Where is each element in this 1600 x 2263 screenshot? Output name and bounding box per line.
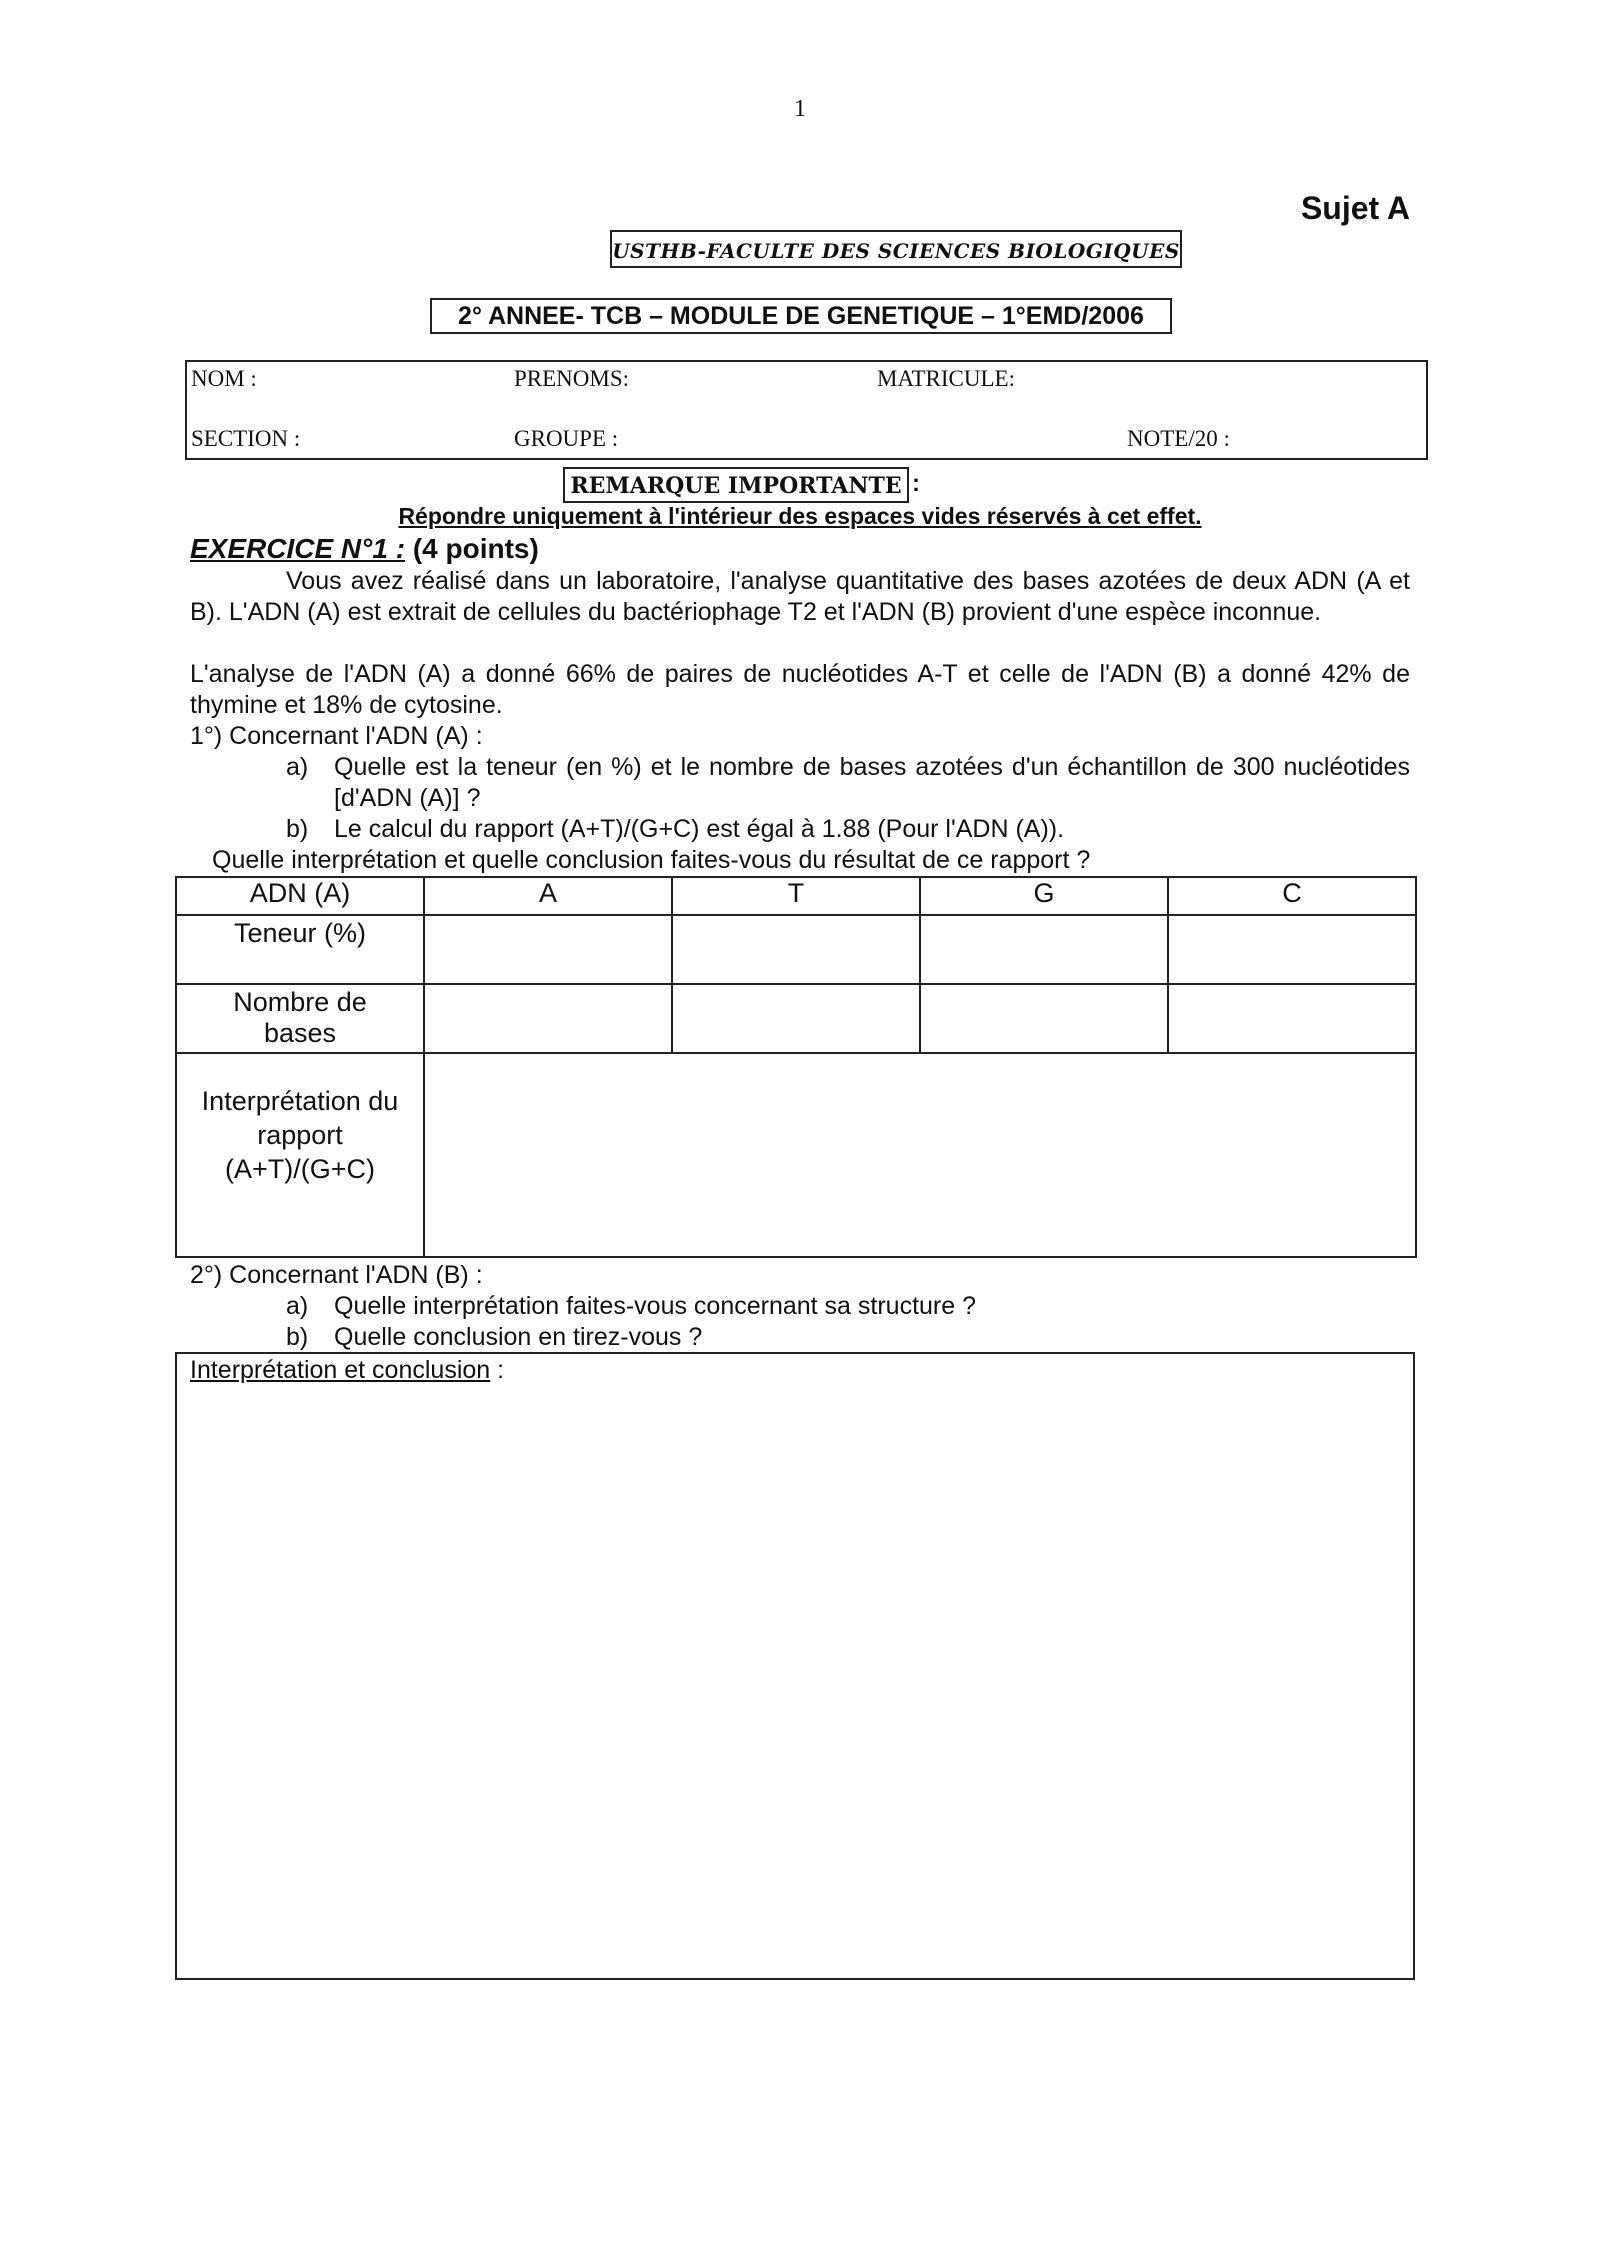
table-header-cell: A	[424, 877, 672, 915]
part2-b-text: Quelle conclusion en tirez-vous ?	[334, 1323, 703, 1351]
part2-a-label: a)	[286, 1292, 309, 1320]
row-label-interpretation-line: Interprétation du	[201, 1086, 399, 1116]
remark-colon: :	[912, 470, 920, 497]
answer-cell[interactable]	[920, 915, 1168, 984]
table-header-cell: ADN (A)	[176, 877, 424, 915]
student-info-box	[185, 360, 1428, 460]
exercise-title	[190, 533, 539, 565]
answer-label	[190, 1356, 504, 1385]
part2-a-text: Quelle interprétation faites-vous concernant sa structure ?	[334, 1292, 977, 1320]
answer-cell[interactable]	[672, 984, 920, 1053]
answer-cell[interactable]	[424, 915, 672, 984]
row-label-interpretation	[176, 1053, 424, 1257]
prenoms-field: PRENOMS:	[514, 366, 630, 391]
answer-box[interactable]	[175, 1352, 1415, 1980]
dna-a-table	[175, 876, 1417, 1258]
exercise-analysis: L'analyse de l'ADN (A) a donné 66% de paires de nucléotides A-T et celle de l'ADN (B) a donné 42% de thymine et 18% de cytosine.	[190, 660, 1410, 719]
subject-label: Sujet A	[1300, 190, 1410, 226]
part2-heading: 2°) Concernant l'ADN (B) :	[190, 1261, 483, 1289]
answer-cell[interactable]	[1168, 915, 1416, 984]
matricule-field: MATRICULE:	[877, 366, 1015, 391]
remark-text: Répondre uniquement à l'intérieur des espaces vides réservés à cet effet.	[398, 503, 1202, 529]
page-number: 1	[794, 96, 806, 122]
row-label-teneur: Teneur (%)	[176, 915, 424, 984]
remark-title: REMARQUE IMPORTANTE	[563, 467, 909, 503]
table-header-cell: C	[1168, 877, 1416, 915]
interpretation-answer-cell[interactable]	[424, 1053, 1416, 1257]
exercise-points: (4 points)	[412, 533, 539, 564]
exercise-intro: Vous avez réalisé dans un laboratoire, l'analyse quantitative des bases azotées de deux ADN (A et B). L'ADN (A) est extrait de cellules du bactériophage T2 et l'ADN (B) provient d'une espèce inconnue.	[190, 567, 1410, 626]
note-field: NOTE/20 :	[1127, 426, 1230, 451]
groupe-field: GROUPE :	[514, 426, 619, 451]
row-label-interpretation-line: (A+T)/(G+C)	[224, 1154, 375, 1184]
part2-b-label: b)	[286, 1323, 309, 1351]
exercise-title-label: EXERCICE N°1 :	[190, 533, 406, 564]
exam-title: 2° ANNEE- TCB – MODULE DE GENETIQUE – 1°EMD/2006	[430, 298, 1172, 334]
part1-a-text: Quelle est la teneur (en %) et le nombre de bases azotées d'un échantillon de 300 nucléotides [d'ADN (A)] ?	[334, 753, 1410, 812]
nom-field: NOM :	[191, 366, 257, 391]
row-label-nombre: Nombre de bases	[176, 984, 424, 1053]
answer-cell[interactable]	[424, 984, 672, 1053]
answer-label-colon: :	[490, 1356, 505, 1384]
part1-b-text: Le calcul du rapport (A+T)/(G+C) est égal à 1.88 (Pour l'ADN (A)).	[334, 815, 1065, 843]
answer-cell[interactable]	[1168, 984, 1416, 1053]
part1-a-label: a)	[286, 753, 309, 781]
part1-b-label: b)	[286, 815, 309, 843]
row-label-interpretation-line: rapport	[257, 1120, 343, 1150]
part1-heading: 1°) Concernant l'ADN (A) :	[190, 722, 483, 750]
table-header-cell: G	[920, 877, 1168, 915]
institution-title: USTHB-FACULTE DES SCIENCES BIOLOGIQUES	[610, 230, 1182, 268]
answer-label-text: Interprétation et conclusion	[190, 1356, 491, 1384]
answer-cell[interactable]	[672, 915, 920, 984]
part1-followup: Quelle interprétation et quelle conclusion faites-vous du résultat de ce rapport ?	[212, 846, 1091, 874]
table-header-cell: T	[672, 877, 920, 915]
section-field: SECTION :	[191, 426, 301, 451]
answer-cell[interactable]	[920, 984, 1168, 1053]
